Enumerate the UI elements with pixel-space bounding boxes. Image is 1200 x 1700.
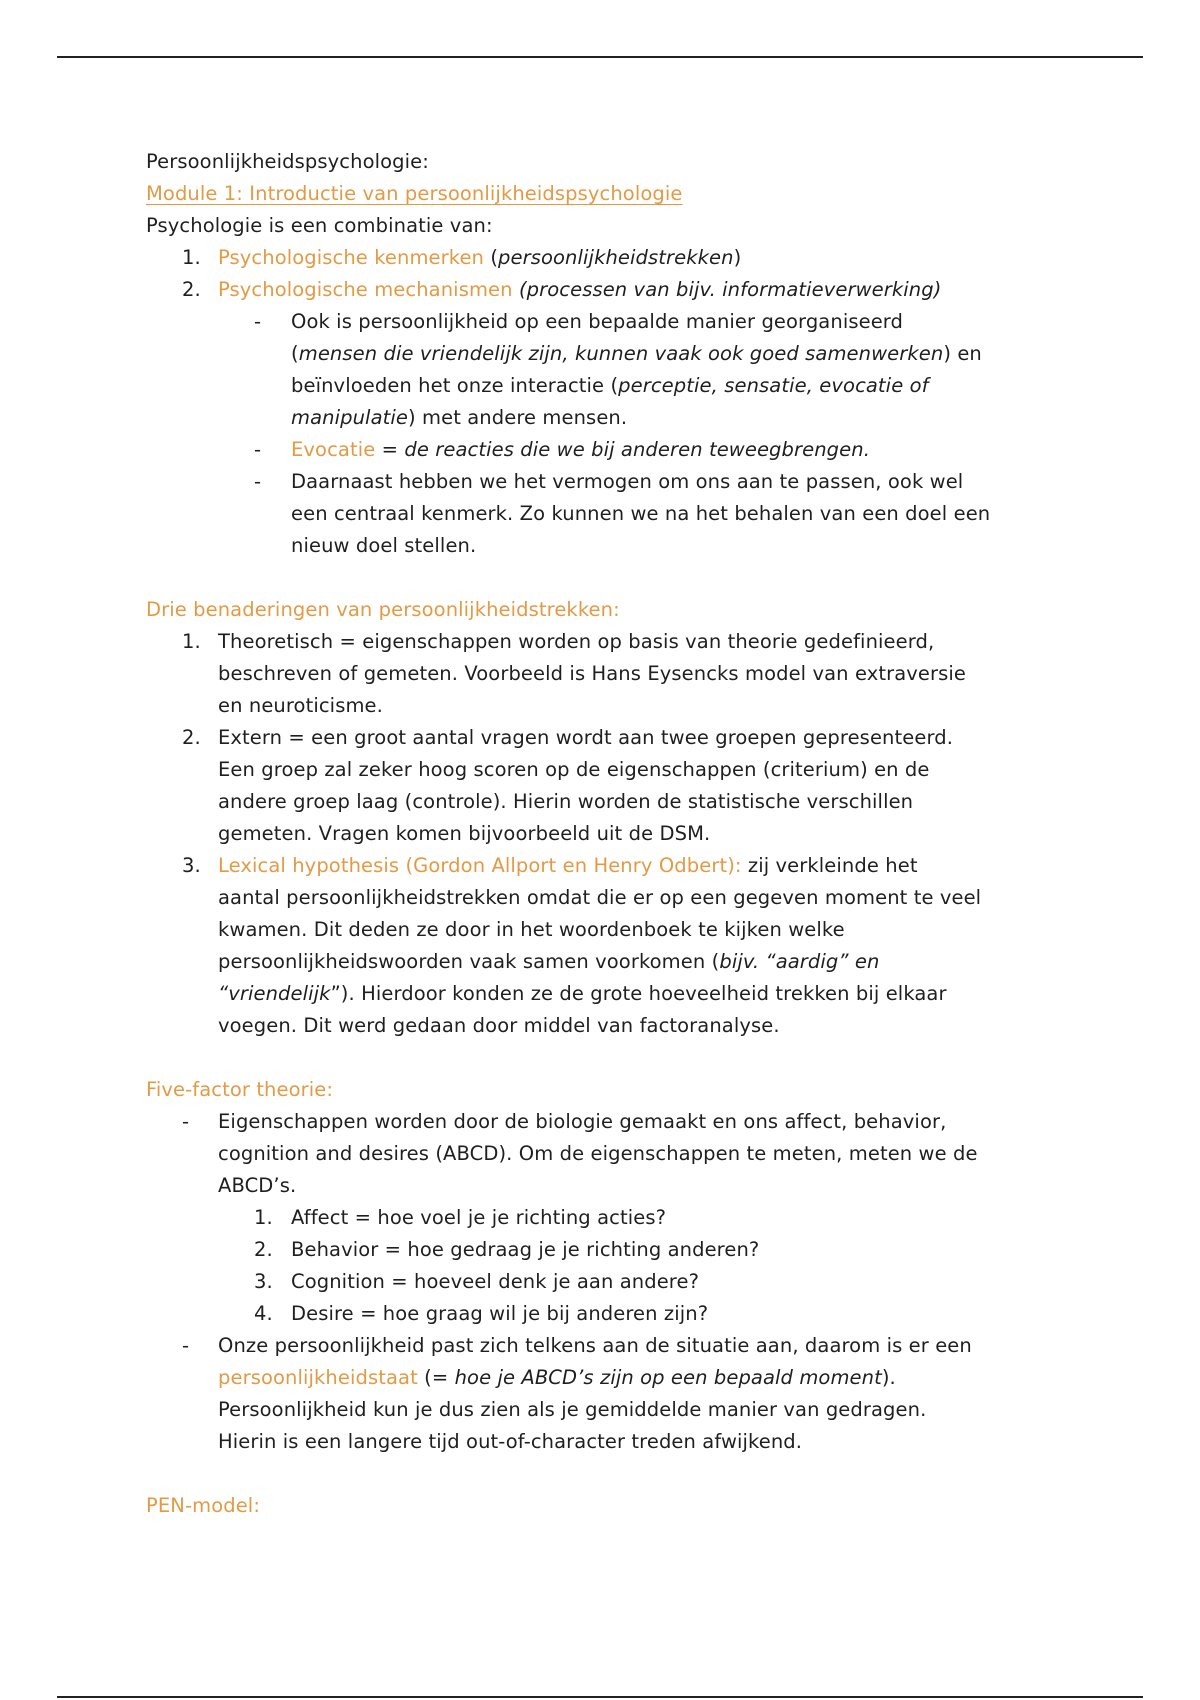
bottom-rule — [57, 1696, 1143, 1698]
bullet-item: - Eigenschappen worden door de biologie gemaakt en ons affect, behavior, cognition and desires (ABCD). Om de eigenschappen te meten, meten we de ABCD’s. — [182, 1110, 978, 1197]
list-item: 2. Psychologische mechanismen (processen van bijv. informatieverwerking) — [182, 278, 942, 301]
list-item: 4. Desire = hoe graag wil je bij anderen zijn? — [254, 1302, 709, 1325]
list-item: 3. Lexical hypothesis (Gordon Allport en Henry Odbert): zij verkleinde het aantal persoonlijkheidstrekken omdat die er op een gegeven moment te veel kwamen. Dit deden ze door in het woordenboek te kijken welke persoonlijkheidswoorden vaak samen voorkomen (bijv. “aardig” en “vriendelijk”). Hierdoor konden ze de grote hoeveelheid trekken bij elkaar voegen. Dit werd gedaan door middel van factoranalyse. — [182, 854, 982, 1037]
section-heading: Five-factor theorie: — [146, 1078, 334, 1101]
list-item: 2. Extern = een groot aantal vragen wordt aan twee groepen gepresenteerd. Een groep zal zeker hoog scoren op de eigenschappen (criterium) en de andere groep laag (controle). Hierin worden de statistische verschillen gemeten. Vragen komen bijvoorbeeld uit de DSM. — [182, 726, 953, 845]
top-rule — [57, 56, 1143, 58]
section-heading: Drie benaderingen van persoonlijkheidstrekken: — [146, 598, 620, 621]
approaches-list — [146, 626, 1066, 1042]
list-item: 1. Psychologische kenmerken (persoonlijkheidstrekken) — [182, 246, 742, 269]
section-heading: PEN-model: — [146, 1494, 260, 1517]
intro-text: Psychologie is een combinatie van: — [146, 214, 493, 237]
bullet-item: - Ook is persoonlijkheid op een bepaalde manier georganiseerd (mensen die vriendelijk zijn, kunnen vaak ook goed samenwerken) en beïnvloeden het onze interactie (perceptie, sensatie, evocatie of manipulatie) met andere mensen. — [254, 310, 982, 429]
abcd-list — [146, 1202, 1066, 1330]
bullet-item: - Onze persoonlijkheid past zich telkens aan de situatie aan, daarom is er een persoonlijkheidstaat (= hoe je ABCD’s zijn op een bepaald moment). Persoonlijkheid kun je dus zien als je gemiddelde manier van gedragen. Hierin is een langere tijd out-of-character treden afwijkend. — [182, 1334, 972, 1453]
list-item: 1. Theoretisch = eigenschappen worden op basis van theorie gedefinieerd, beschreven of gemeten. Voorbeeld is Hans Eysencks model van extraversie en neuroticisme. — [182, 630, 966, 717]
module-link[interactable]: Module 1: Introductie van persoonlijkheidspsychologie — [146, 182, 683, 205]
bullet-item: - Daarnaast hebben we het vermogen om ons aan te passen, ook wel een centraal kenmerk. Zo kunnen we na het behalen van een doel een nieuw doel stellen. — [254, 470, 991, 557]
document-title: Persoonlijkheidspsychologie: — [146, 150, 429, 173]
components-list — [146, 242, 1066, 562]
bullet-item: - Evocatie = de reacties die we bij anderen teweegbrengen. — [254, 438, 871, 461]
five-factor-list — [146, 1106, 1066, 1458]
list-item: 1. Affect = hoe voel je je richting acties? — [254, 1206, 667, 1229]
list-item: 3. Cognition = hoeveel denk je aan andere? — [254, 1270, 700, 1293]
list-item: 2. Behavior = hoe gedraag je je richting anderen? — [254, 1238, 760, 1261]
document-body — [146, 146, 1066, 1522]
